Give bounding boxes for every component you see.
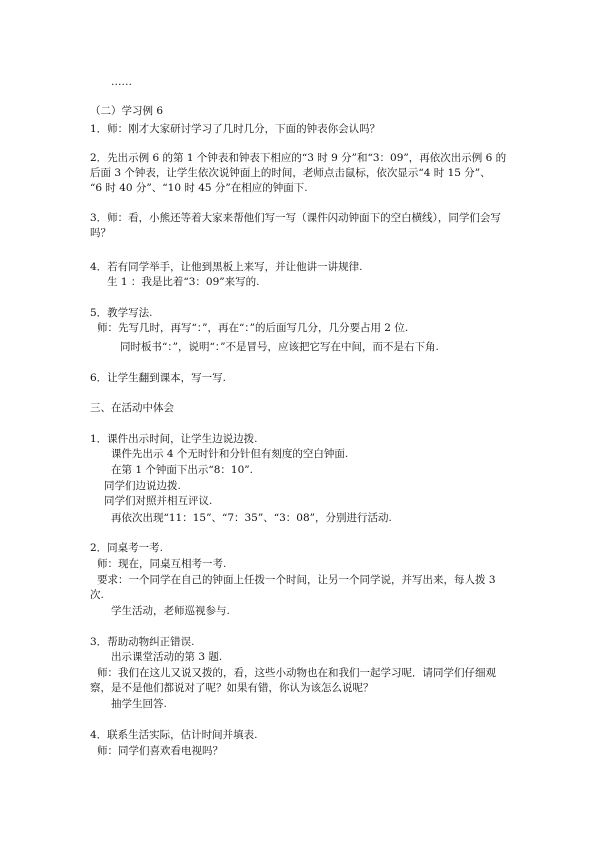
teacher-writing-method: 师：先写几时，再写“：”，再在“：”的后面写几分，几分要占用 2 位. [97,322,409,334]
activity-2-teacher: 师：现在，同桌互相考一考. [97,558,227,570]
paragraph-4: 4．若有同学举手，让他到黑板上来写，并让他讲一讲规律. [90,261,363,273]
activity-2-requirement-line-2: 次. [90,589,104,601]
section-heading-example-6: （二）学习例 6 [90,105,164,117]
activity-1-sub-1: 课件先出示 4 个无时针和分针但有刻度的空白钟面. [111,448,349,460]
paragraph-3-line-1: 3．师：看，小熊还等着大家来帮他们写一写（课件闪动钟面下的空白横线），同学们会写 [90,212,501,224]
ellipsis-marker: …… [111,76,132,88]
section-heading-activity: 三、在活动中体会 [90,402,174,414]
paragraph-2-line-2: 后面 3 个钟表，让学生依次说钟面上的时间，老师点击鼠标，依次显示“4 时 15 分”、 [90,167,491,179]
activity-2-student-activity: 学生活动，老师巡视参与. [111,605,230,617]
paragraph-1: 1．师：刚才大家研讨学习了几时几分，下面的钟表你会认吗？ [90,123,381,135]
activity-3-teacher-line-2: 察，是不是他们都说对了呢？如果有错，你认为该怎么说呢？ [90,682,374,694]
activity-3: 3．帮助动物纠正错误. [90,636,195,648]
activity-4: 4．联系生活实际，估计时间并填表. [90,729,258,741]
paragraph-3-line-2: 吗？ [90,227,111,239]
activity-1-sub-5: 再依次出现“11：15”、“7：35”、“3：08”，分别进行活动. [111,512,392,524]
paragraph-2-line-1: 2．先出示例 6 的第 1 个钟表和钟表下相应的“3 时 9 分”和“3：09”，再依次出示例 6 的 [90,152,507,164]
paragraph-5: 5．教学写法. [90,307,153,319]
activity-3-sub-1: 出示课堂活动的第 3 题. [111,651,223,663]
activity-1-sub-2: 在第 1 个钟面下出示“8：10”. [111,464,253,476]
activity-1-sub-3: 同学们边说边拨. [104,480,181,492]
board-writing-note: 同时板书“：”，说明“：”不是冒号，应该把它写在中间，而不是右下角. [120,341,439,353]
paragraph-2-line-3: “6 时 40 分”、“10 时 45 分”在相应的钟面下. [90,182,308,194]
activity-1: 1．课件出示时间，让学生边说边拨. [90,433,258,445]
activity-3-teacher-line-1: 师：我们在这儿又说又拨的，看，这些小动物也在和我们一起学习呢．请同学们仔细观 [97,667,496,679]
student-1-answer: 生 1 ：我是比着“3：09”来写的. [107,276,260,288]
activity-2-requirement-line-1: 要求：一个同学在自己的钟面上任拨一个时间，让另一个同学说，并写出来，每人拨 3 [97,574,496,586]
activity-3-sub-2: 抽学生回答. [111,698,167,710]
paragraph-6: 6．让学生翻到课本，写一写. [90,372,227,384]
activity-2: 2．同桌考一考. [90,542,164,554]
activity-4-teacher: 师：同学们喜欢看电视吗？ [97,745,223,757]
activity-1-sub-4: 同学们对照并相互评议. [104,495,213,507]
